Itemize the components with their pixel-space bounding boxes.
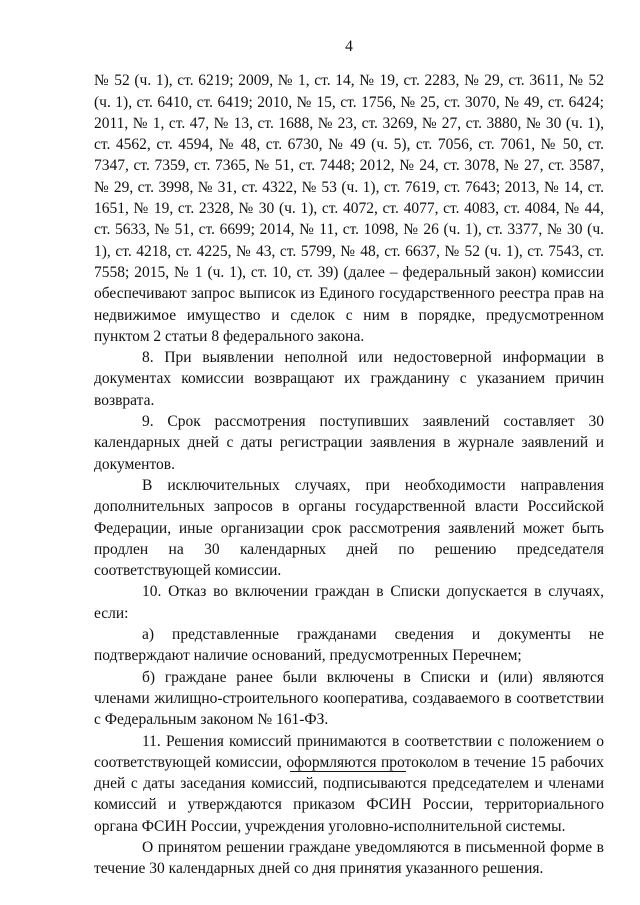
- paragraph-item-8: 8. При выявлении неполной или недостоверной информации в документах комиссии возвращают их гражданину с указанием причин возврата.: [94, 349, 604, 409]
- paragraph-continuation: № 52 (ч. 1), ст. 6219; 2009, № 1, ст. 14, № 19, ст. 2283, № 29, ст. 3611, № 52 (ч. 1), ст. 6410, ст. 6419; 2010, № 15, ст. 1756, № 25, ст. 3070, № 49, ст. 6424; 2011, № 1, ст. 47, № 13, ст. 1688, № 23, ст. 3269, № 27, ст. 3880, № 30 (ч. 1), ст. 4562, ст. 4594, № 48, ст. 6730, № 49 (ч. 5), ст. 7056, ст. 7061, № 50, ст. 7347, ст. 7359, ст. 7365, № 51, ст. 7448; 2012, № 24, ст. 3078, № 27, ст. 3587, № 29, ст. 3998, № 31, ст. 4322, № 53 (ч. 1), ст. 7619, ст. 7643; 2013, № 14, ст. 1651, № 19, ст. 2328, № 30 (ч. 1), ст. 4072, ст. 4077, ст. 4083, ст. 4084, № 44, ст. 5633, № 51, ст. 6699; 2014, № 11, ст. 1098, № 26 (ч. 1), ст. 3377, № 30 (ч. 1), ст. 4218, ст. 4225, № 43, ст. 5799, № 48, ст. 6637, № 52 (ч. 1), ст. 7543, ст. 7558; 2015, № 1 (ч. 1), ст. 10, ст. 39) (далее – федеральный закон) комиссии обеспечивают запрос выписок из Единого государственного реестра прав на недвижимое имущество и сделок с ним в порядке, предусмотренном пунктом 2 статьи 8 федерального закона.: [94, 72, 604, 345]
- paragraph-item-10-b: б) граждане ранее были включены в Списки и (или) являются членами жилищно-строительного кооператива, создаваемого в соответствии с Федеральным законом № 161-ФЗ.: [94, 668, 604, 729]
- paragraph-item-10-a: а) представленные гражданами сведения и документы не подтверждают наличие оснований, предусмотренных Перечнем;: [94, 626, 604, 665]
- paragraph-item-11: 11. Решения комиссий принимаются в соответствии с положением о соответствующей комиссии, оформляются протоколом в течение 15 рабочих дней с даты заседания комиссий, подписываются председателем и членами комиссий и утверждаются приказом ФСИН России, территориального органа ФСИН России, учреждения уголовно-исполнительной системы.: [94, 732, 604, 835]
- paragraph-item-9: 9. Срок рассмотрения поступивших заявлений составляет 30 календарных дней с даты регистрации заявления в журнале заявлений и документов.: [94, 413, 604, 473]
- paragraph-notification: О принятом решении граждане уведомляются в письменной форме в течение 30 календарных дней со дня принятия указанного решения.: [94, 838, 604, 878]
- paragraph-item-10: 10. Отказ во включении граждан в Списки допускается в случаях, если:: [94, 583, 604, 622]
- separator-line: [290, 771, 406, 772]
- page-number: 4: [345, 38, 353, 55]
- paragraph-exceptional-cases: В исключительных случаях, при необходимости направления дополнительных запросов в органы государственной власти Российской Федерации, иные организации срок рассмотрения заявлений может быть продлен на 30 календарных дней по решению председателя соответствующей комиссии.: [94, 476, 604, 580]
